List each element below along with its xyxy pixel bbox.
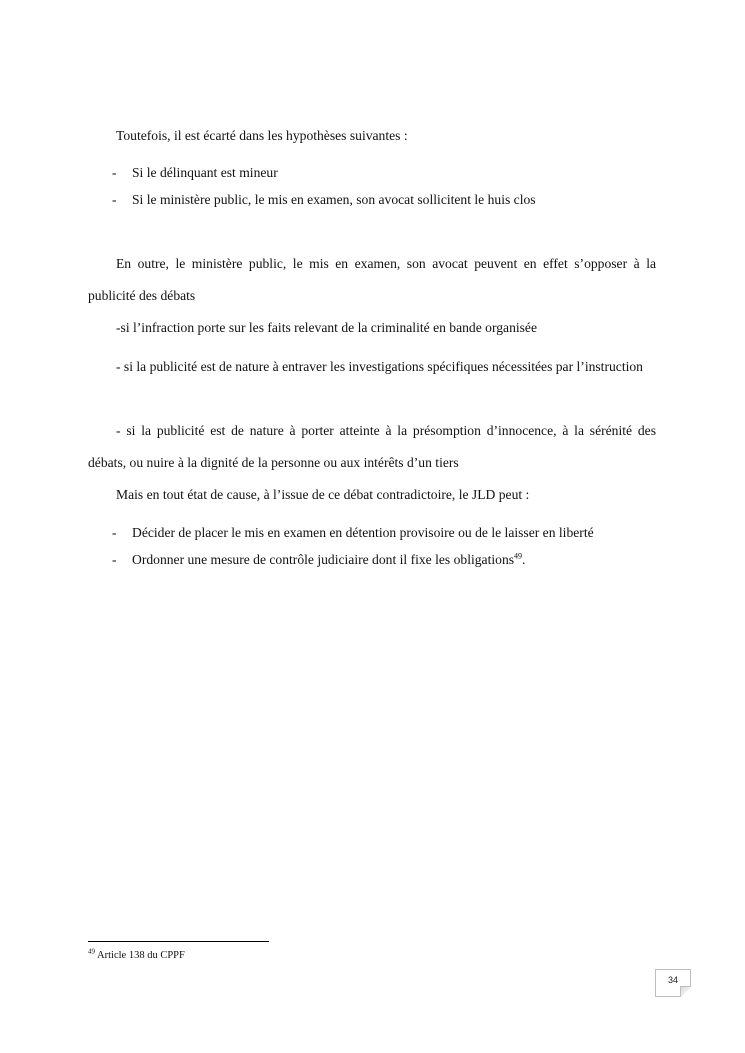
page-number: 34 xyxy=(667,975,678,985)
case-paragraph: - si la publicité est de nature à entraver les investigations spécifiques nécessitées par l’instruction xyxy=(116,359,643,374)
list-item xyxy=(88,159,656,186)
page-curl-icon xyxy=(680,986,691,997)
footnote-number: 49 xyxy=(88,947,95,956)
list-item-text: Ordonner une mesure de contrôle judiciaire dont il fixe les obligations xyxy=(132,552,515,567)
footnote-text: Article 138 du CPPF xyxy=(97,950,185,961)
list-item xyxy=(88,519,656,546)
sentence-end: . xyxy=(522,552,526,567)
conclusion-paragraph: Mais en tout état de cause, à l’issue de ce débat contradictoire, le JLD peut : xyxy=(116,487,530,502)
exclusions-list xyxy=(88,159,656,213)
bullet-marker: - xyxy=(112,552,117,567)
bullet-marker: - xyxy=(112,192,117,207)
list-item xyxy=(88,546,656,573)
footnote-reference[interactable]: 49 xyxy=(514,551,523,561)
decisions-list xyxy=(88,519,656,573)
list-item-text: Si le ministère public, le mis en examen, son avocat sollicitent le huis clos xyxy=(132,192,536,207)
case-paragraph: -si l’infraction porte sur les faits relevant de la criminalité en bande organisée xyxy=(116,320,537,335)
intro-paragraph: Toutefois, il est écarté dans les hypothèses suivantes : xyxy=(116,128,408,143)
bullet-marker: - xyxy=(112,165,117,180)
list-item-text: Décider de placer le mis en examen en détention provisoire ou de le laisser en liberté xyxy=(132,525,594,540)
opposition-paragraph: En outre, le ministère public, le mis en examen, son avocat peuvent en effet s’opposer à la publicité des débats xyxy=(88,256,656,303)
list-item xyxy=(88,186,656,213)
bullet-marker: - xyxy=(112,525,117,540)
list-item-text: Si le délinquant est mineur xyxy=(132,165,278,180)
case-paragraph: - si la publicité est de nature à porter atteinte à la présomption d’innocence, à la sérénité des débats, ou nuire à la dignité de la personne ou aux intérêts d’un tiers xyxy=(88,423,656,470)
footnote-separator xyxy=(88,941,269,942)
footnote xyxy=(88,949,185,963)
